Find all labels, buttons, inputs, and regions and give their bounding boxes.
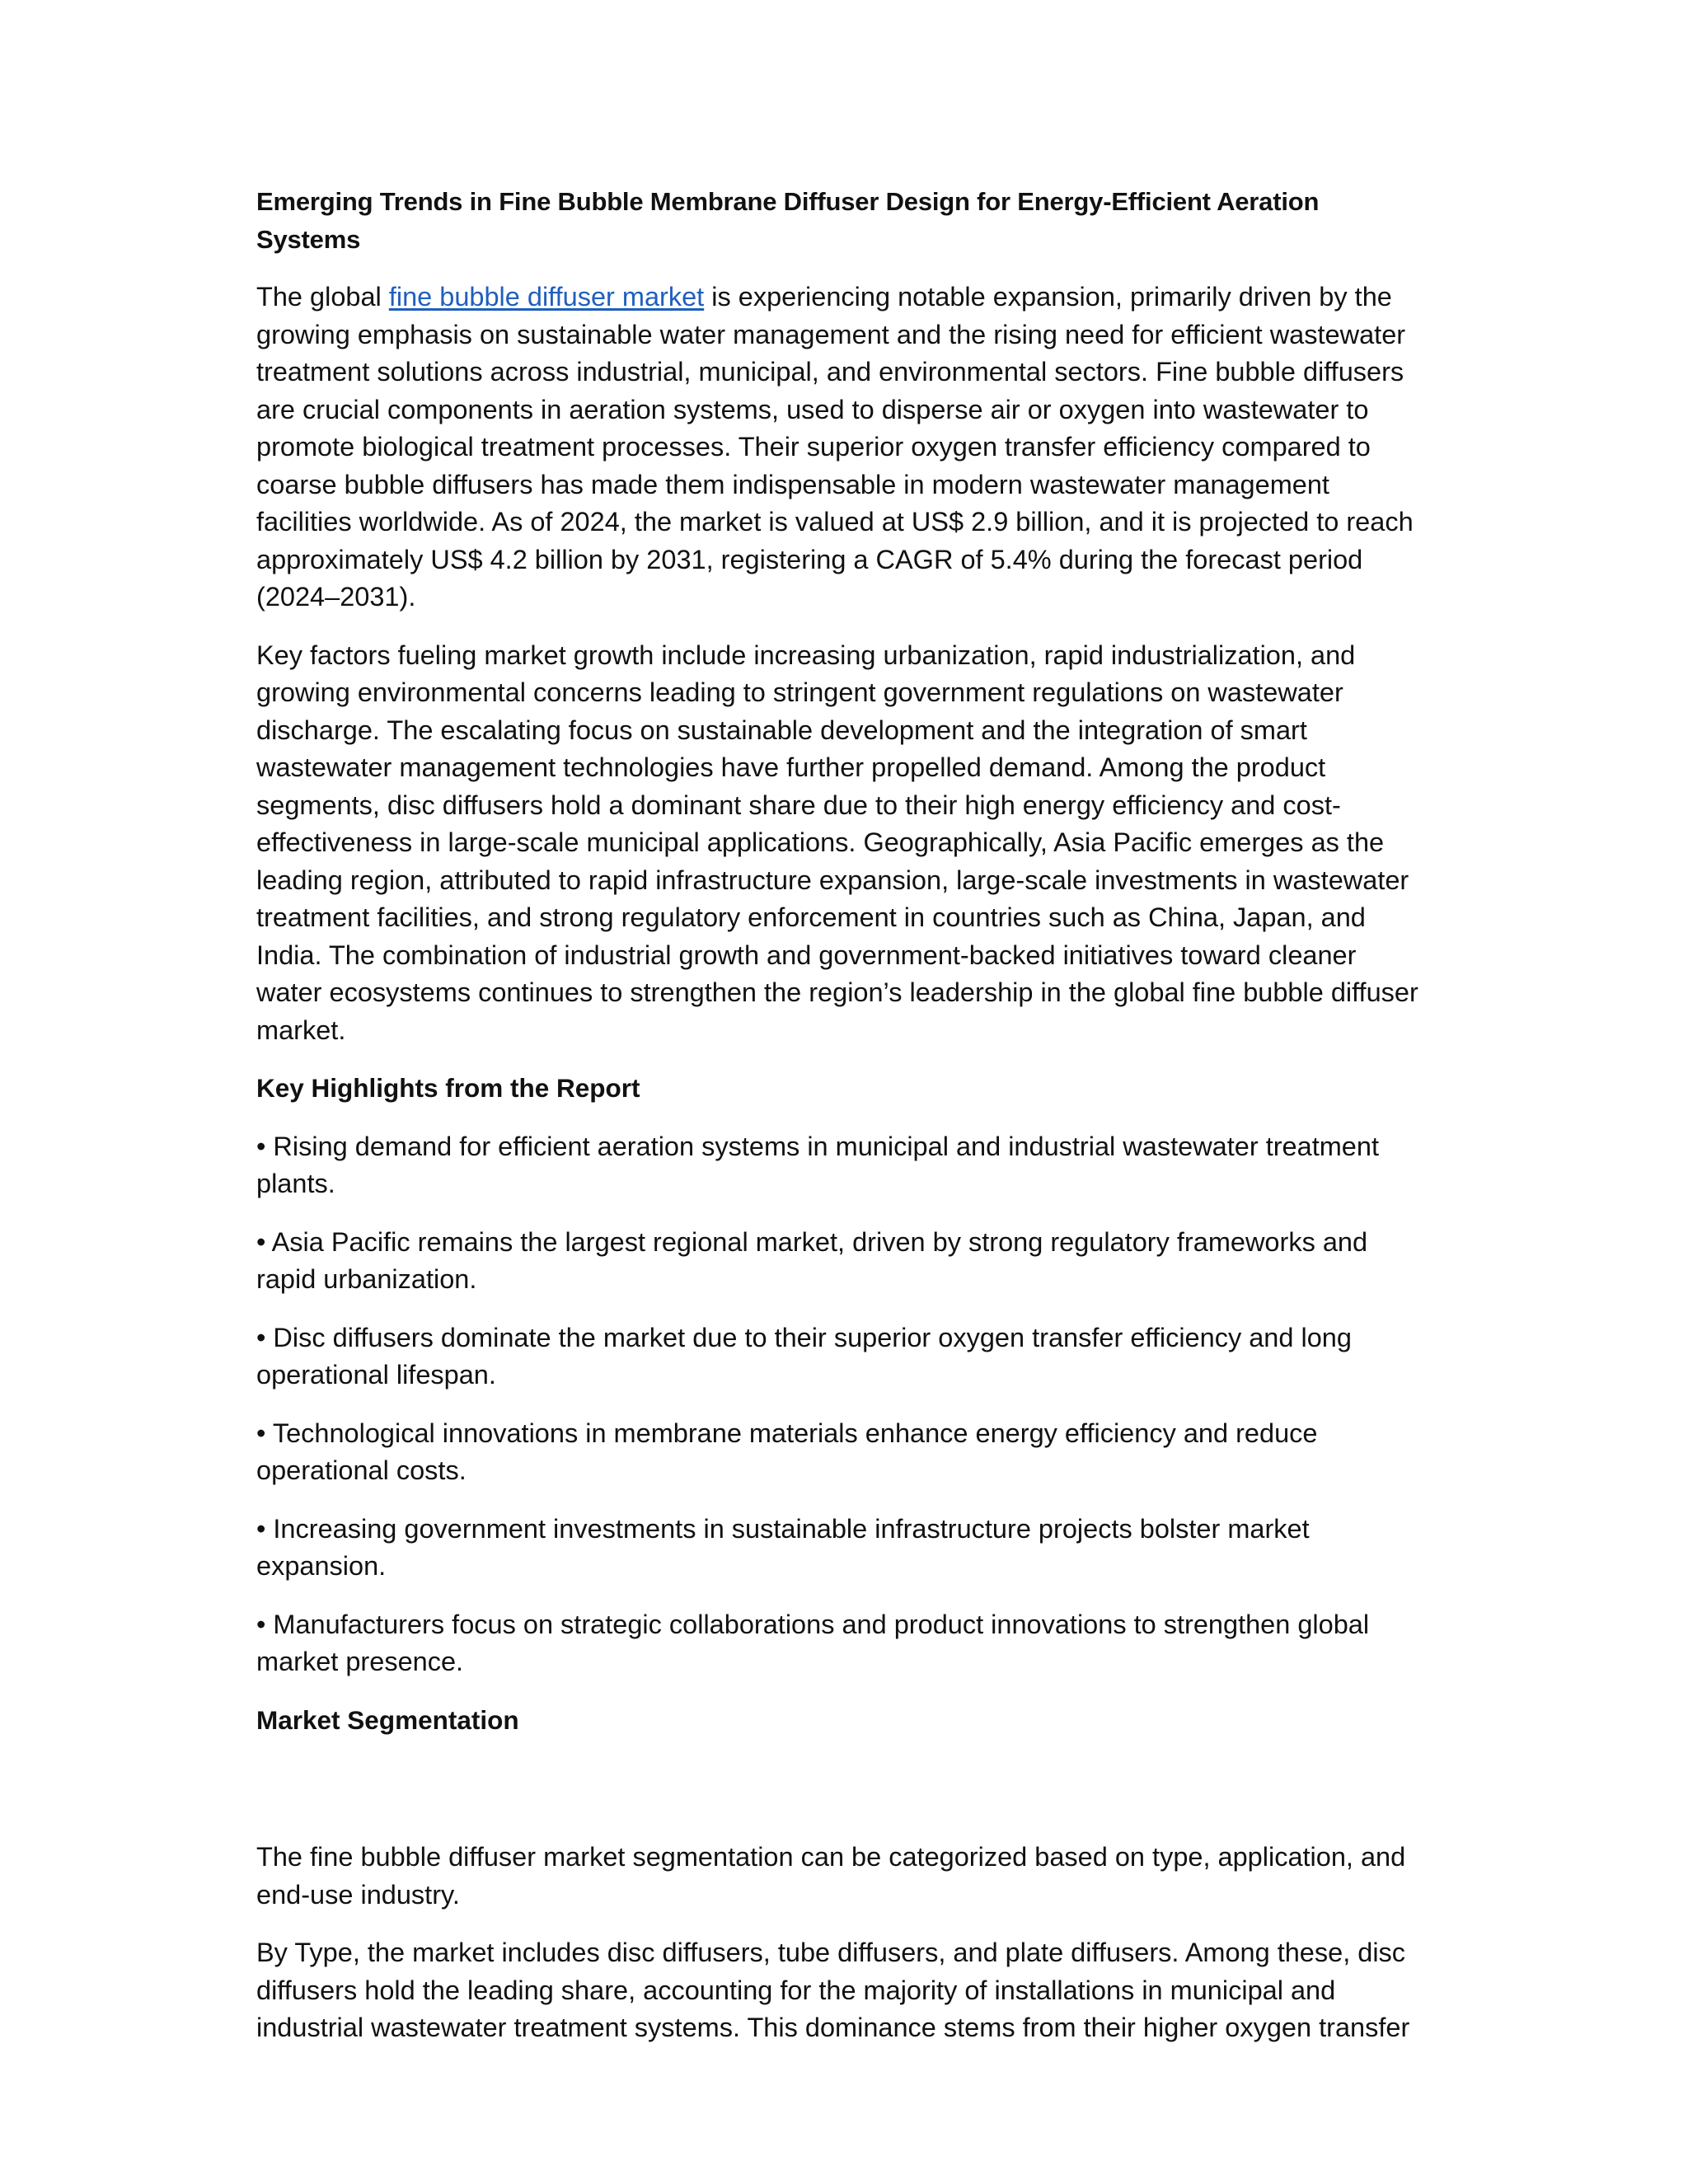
segmentation-intro-paragraph: The fine bubble diffuser market segmentation can be categorized based on type, application, and end-use industry. xyxy=(256,1842,1406,1910)
highlights-heading: Key Highlights from the Report xyxy=(256,1073,640,1103)
highlight-item: • Disc diffusers dominate the market due to their superior oxygen transfer efficiency and long operational lifespan. xyxy=(256,1322,1352,1390)
highlight-item: • Rising demand for efficient aeration systems in municipal and industrial wastewater treatment plants. xyxy=(256,1131,1379,1198)
market-link[interactable]: fine bubble diffuser market xyxy=(388,282,705,312)
highlight-item: • Asia Pacific remains the largest regional market, driven by strong regulatory frameworks and rapid urbanization. xyxy=(256,1226,1368,1294)
intro-suffix: is experiencing notable expansion, primarily driven by the growing emphasis on sustainable water management and the rising need for efficient wastewater treatment solutions across industrial, municipal, and environmental sectors. Fine bubble diffusers are crucial components in aeration systems, used to disperse air or oxygen into wastewater to promote biological treatment processes. Their superior oxygen transfer efficiency compared to coarse bubble diffusers has made them indispensable in modern wastewater management facilities worldwide. As of 2024, the market is valued at US$ 2.9 billion, and it is projected to reach approximately US$ 4.2 billion by 2031, registering a CAGR of 5.4% during the forecast period (2024–2031). xyxy=(256,282,1414,612)
document-title: Emerging Trends in Fine Bubble Membrane Diffuser Design for Energy-Efficient Aeration Systems xyxy=(256,187,1320,254)
blank-line xyxy=(256,1760,1427,1839)
highlight-item: • Manufacturers focus on strategic collaborations and product innovations to strengthen global market presence. xyxy=(256,1609,1370,1676)
intro-prefix: The global xyxy=(256,282,389,312)
highlight-item: • Increasing government investments in sustainable infrastructure projects bolster market expansion. xyxy=(256,1513,1310,1581)
intro-paragraph xyxy=(256,279,1427,616)
document-body xyxy=(256,183,1427,2068)
segmentation-heading: Market Segmentation xyxy=(256,1704,519,1735)
by-type-paragraph: By Type, the market includes disc diffusers, tube diffusers, and plate diffusers. Among these, disc diffusers hold the leading share, accounting for the majority of installations in municipal and industrial wastewater treatment systems. This dominance stems from their higher oxygen transfer xyxy=(256,1938,1410,2042)
factors-paragraph: Key factors fueling market growth include increasing urbanization, rapid industrialization, and growing environmental concerns leading to stringent government regulations on wastewater discharge. The escalating focus on sustainable development and the integration of smart wastewater management technologies have further propelled demand. Among the product segments, disc diffusers hold a dominant share due to their high energy efficiency and cost-effectiveness in large-scale municipal applications. Geographically, Asia Pacific emerges as the leading region, attributed to rapid infrastructure expansion, large-scale investments in wastewater treatment facilities, and strong regulatory enforcement in countries such as China, Japan, and India. The combination of industrial growth and government-backed initiatives toward cleaner water ecosystems continues to strengthen the region’s leadership in the global fine bubble diffuser market. xyxy=(256,640,1418,1045)
highlight-item: • Technological innovations in membrane materials enhance energy efficiency and reduce operational costs. xyxy=(256,1418,1318,1485)
